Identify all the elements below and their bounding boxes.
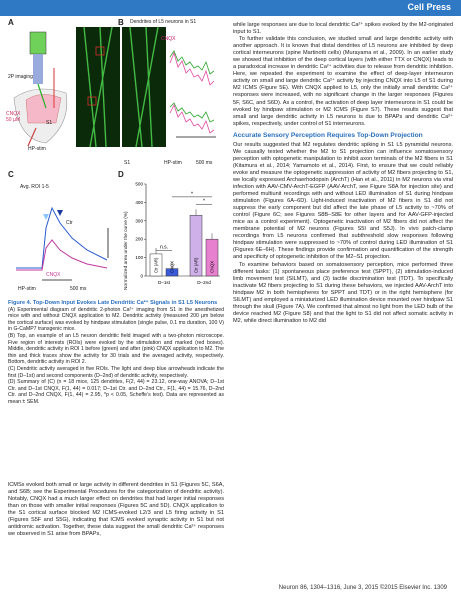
label-ctr: Ctr	[126, 114, 133, 120]
label-ctr-c: Ctr	[66, 220, 73, 226]
label-cnqx: CNQX	[6, 111, 21, 117]
caption-b: (B) Top, an example of an L5 neuron dendritic field imaged with a two-photon microscope. Five region of interests (ROIs) were evoked by the stimulation and marked (red boxes). Middle, dendritic activity in ROI 1 before (green) and after (pink) CNQX application to M2. The thin and thick traces show the activity for 30 trials and the averaged activity, respectively. Bottom, dendritic activity in ROI 2.	[8, 332, 224, 366]
label-s1-b: S1	[124, 160, 131, 166]
brand-logo: Cell Press	[407, 2, 451, 12]
sig-label: n.s.	[159, 244, 169, 251]
panel-a-diagram	[6, 28, 76, 158]
label-hpstim-b: HP-stim	[164, 160, 182, 166]
y-tick-label: 400	[135, 199, 143, 205]
bar-label: CNQX	[169, 260, 175, 273]
panel-d-ylabel: Normalized area under the curve (%)	[124, 211, 129, 290]
y-tick-label: 100	[135, 255, 143, 261]
sig-label: *	[203, 198, 205, 205]
group-label: D–1st	[157, 280, 171, 285]
right-column	[233, 22, 453, 325]
bar-label: CNQX	[209, 260, 215, 273]
label-scale-b: 500 ms	[196, 160, 213, 166]
panel-a-letter: A	[8, 18, 14, 27]
y-tick-label: 200	[135, 236, 143, 242]
label-scale-c: 500 ms	[70, 286, 87, 292]
bar-label: Ctr (AR)	[193, 257, 199, 273]
label-hpstim-c: HP-stim	[18, 286, 36, 292]
y-tick-label: 0	[140, 273, 143, 279]
right-paragraph-2: To further validate this conclusion, we studied small and large dendritic activity with another approach. It is known that distal dendrites of L5 neurons are inhibited by deep cortical interneurons (spine Martinotti cells) (Murayama et al., 2009). In an earlier study we showed that inhibition of the deep cortical layers (with either TTX or CNQX) leads to a paradoxical increase in dendritic Ca²⁺ activities due to release from dendritic inhibition. Here, we repeated the experiment to examine the effect of deep-layer interneuron activity on small and large dendritic Ca²⁺ activity by injecting CNQX into L5 of S1 during M2 ICMS (Figure 5E). With CNQX applied to L5, only the initially small dendritic Ca²⁺ responses were increased, with no significant change in the larger responses (Figures 5F, S6C, and S6D). As a control, the activation of deep layer interneurons in S1 could be evoked by hindpaw stimulation or M2 ICMS (Figure S7). These results suggest that small and large dendritic activity in L5 neurons is due to BPAPs and dendritic Ca²⁺ spikes, respectively, under control of S1 interneurons.	[233, 36, 453, 127]
label-2p-imaging: 2P imaging	[8, 74, 33, 80]
panel-c-traces	[12, 188, 112, 288]
label-s1: S1	[46, 120, 53, 126]
panel-b-letter: B	[118, 18, 124, 27]
caption-c: (C) Dendritic activity averaged in five ROIs. The light and deep blue arrowheads indicate the first (D–1st) and second components (D–2nd) of dendritic activity, respectively.	[8, 365, 224, 379]
figure-4	[6, 18, 224, 298]
caption-a: (A) Experimental diagram of dendritic 2-photon Ca²⁺ imaging from S1 in the anesthetized mice with and without CNQX application to M2. Dendritic activity (measured 200 µm below the cortical surface) was evoked by hindpaw stimulation (single pulse, 0.1 ms duration, 100 V) in G-CaMP7 transgenic mice.	[8, 306, 224, 333]
group-label: D–2nd	[197, 280, 211, 285]
label-cnqx-conc: 50 µM	[6, 117, 20, 123]
page-footer: Neuron 86, 1304–1316, June 3, 2015 ©2015 Elsevier Inc. 1309	[278, 585, 447, 591]
left-paragraph: lCMSs evoked both small or large activity in different dendrites in S1 (Figures 5C, S6A, and S6B; see the Experimental Procedures for the categorization of dendritic activity). Notably, CNQX had a much larger effect on dendrites that had larger initial responses than on those with smaller initial responses (Figures 5C and 5D). CNQX application to the S1 cortical surface blocked M2 ICMS-evoked L2/3 and L5 firing activity in S1 (Figures S5F and S5G), indicating that ICMS evoked synaptic activity in S1 but not antidromic activation. Together, these data suggest the small dendritic Ca²⁺ responses we observed in S1 arise from BPAPs,	[8, 482, 224, 538]
y-tick-label: 300	[135, 218, 143, 224]
figure-caption	[8, 300, 224, 406]
panel-d-bar-chart	[128, 176, 224, 300]
panel-d-letter: D	[118, 170, 124, 179]
right-paragraph-1: while large responses are due to local dendritic Ca²⁺ spikes evoked by the M2-originated input to S1.	[233, 22, 453, 36]
header-bar	[0, 0, 461, 16]
caption-d: (D) Summary of (C) (n = 18 mice, 125 dendrites, F(2, 44) = 23.12, one-way ANOVA; D–1st Ctr. and D–1st CNQX, F(1, 44) = 0.017; D–1st Ctr. and D–2nd Ctr., F(1, 44) = 15.76, D–2nd Ctr. and D–2nd CNQX, F(1, 44) = 2.95, *p < 0.05, Scheffe’s test). Data are represented as mean ± SEM.	[8, 379, 224, 405]
right-paragraph-3: Our results suggested that M2 regulates dendritic spiking in S1 L5 pyramidal neurons. We causally tested whether the M2 to S1 projection can influence somatosensory perception with optogenetic manipulation to inhibit axon terminals of the M2 fibers in S1 (Kitamura et al., 2014; Yamamoto et al., 2014). First, to ensure that we could reliably evoke and measure the optogenetic suppression of activity of M2 fibers projecting to S1, we locally expressed Archaerhodopsin (ArchT) (Han et al., 2011) in M2 neurons via viral infection with AAV-CMV-ArchT-EGFP (AAV-ArchT, see Figure S8A for injection site) and performed multiunit recordings with and without LED illumination of S1 during hindpaw stimulation (Figures 6A–6D). Light-induced inactivation of M2 fibers in S1 did not suppress the early component but did affect the late phase of L5 activity to ~70% of control (Figure 6C; see Figures S8B–S8E for other layers and for AAV-GFP-injected mice as a control experiment). Optogenetic inactivation of M2 fibers did not affect the membrane potential of M2 neurons (Figures S5I and S5J). In vivo patch-clamp recordings from L5 neurons confirmed that subthreshold slow responses following hindpaw stimulation were suppressed to ~70% of control during LED illumination of S1 (Figures 6E–6H). These findings provide confirmation and quantification of the strength and specificity of optogenetic inhibition of the M2–S1 projection.	[233, 141, 453, 261]
label-cnqx-b: CNQX	[161, 36, 176, 42]
section-heading: Accurate Sensory Perception Requires Top-Down Projection	[233, 131, 423, 139]
label-avg-roi: Avg. ROI 1-5	[20, 184, 49, 190]
panel-c-letter: C	[8, 170, 14, 179]
panel-b-images	[76, 27, 224, 163]
y-tick-label: 500	[135, 181, 143, 187]
right-paragraph-4: To examine behaviors based on somatosensory perception, mice performed three different tasks: (1) spontaneous place preference test (SPPT), (2) stimulation-induced limb movement test (SILMT), and (3) tactile discrimination test (TDT). To specifically inactivate M2 fibers projecting to S1 during these behaviors, we injected AAV-ArchT into hindpaw M2 in both hemispheres for SPPT and TDT) or in the right hemisphere (for SILMT) and employed a miniaturized LED illumination device mounted over hindpaw S1 through the skull (Figure 7A). We confirmed that almost no light from the LED bulb of the device reached M2 (Figure S8) and that the light to S1 did not affect somatic activity in M2, while direct illumination to M2 did	[233, 261, 453, 324]
bar-label: Ctr (AR)	[153, 257, 159, 273]
label-hp-stim: HP-stim	[28, 146, 46, 152]
left-body-text	[8, 482, 224, 538]
label-cnqx-c: CNQX	[46, 272, 61, 278]
sig-label: *	[191, 191, 193, 198]
caption-title: Figure 4. Top-Down Input Evokes Late Dendritic Ca²⁺ Signals in S1 L5 Neurons	[8, 300, 218, 306]
panel-b-title: Dendrites of L5 neurons in S1	[130, 19, 197, 25]
